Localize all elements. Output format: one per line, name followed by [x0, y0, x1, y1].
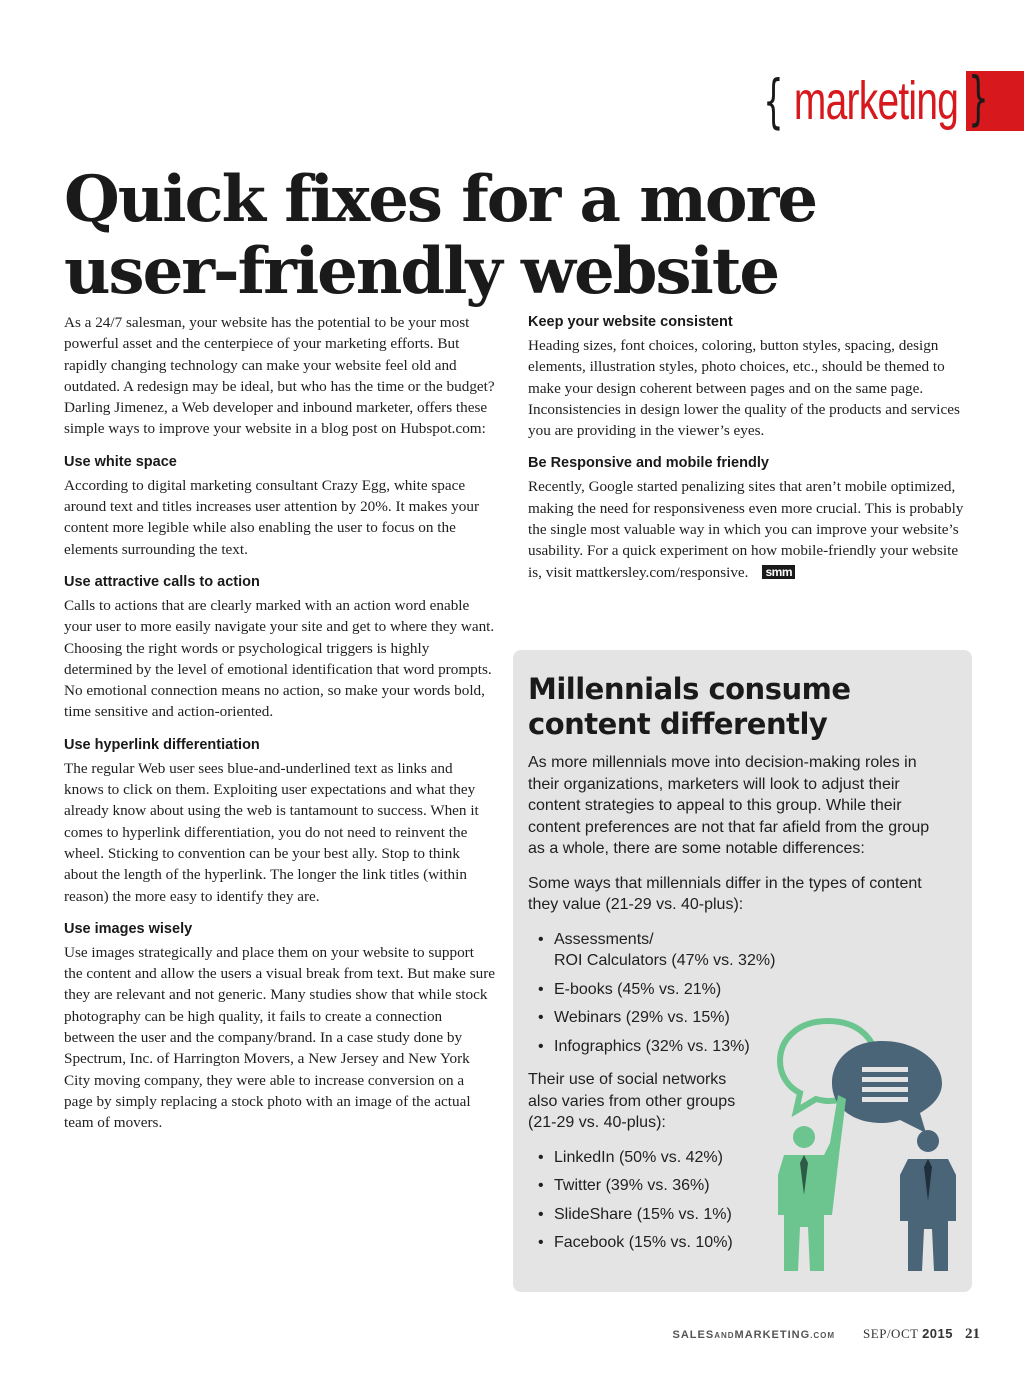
section-tag [755, 64, 1024, 135]
section-red-bar [966, 64, 1024, 132]
publication-site: SALESANDMARKETING.COM [672, 1329, 836, 1341]
list-item: • Twitter (39% vs. 36%) [538, 1175, 948, 1197]
left-brace-icon: { [763, 67, 784, 135]
section-body: Heading sizes, font choices, coloring, button styles, spacing, design elements, illustration styles, photo choices, etc., should be themed to make your design coherent between pages and on the same page. Inconsistencies in design lower the quality of the products and services you are providing in the viewer’s eyes. [528, 337, 960, 440]
headline: Quick fixes for a more user-friendly website [64, 162, 817, 309]
section-label: marketing [793, 71, 959, 131]
section-body: Recently, Google started penalizing sites that aren’t mobile optimized, making the need for responsiveness even more crucial. This is probably the single most valuable way in which you can improve your website’s usability. For a quick experiment on how mobile-friendly your website is, visit mattkersley.com/responsive. [528, 478, 964, 581]
social-intro: Their use of social networks also varies from other groups (21-29 vs. 40-plus): [528, 1071, 736, 1131]
list-item: • Webinars (29% vs. 15%) [538, 1007, 948, 1029]
section-body: The regular Web user sees blue-and-underlined text as links and knows to click on them. Exploiting user expectations and what they already know about using the web is tantamount to success. When it comes to hyperlink differentiation, you do not need to reinvent the wheel. Sticking to convention can be your best ally. Stop to think about the length of the hyperlink. The longer the link titles (within reason) the more easy to identify they are. [64, 759, 479, 905]
section-heading: Use images wisely [64, 920, 193, 937]
page-footer [673, 1326, 980, 1343]
list-item: • E-books (45% vs. 21%) [538, 979, 948, 1001]
content-intro: Some ways that millennials differ in the types of content they value (21-29 vs. 40-plus): [528, 874, 922, 913]
issue-date: SEP/OCT 2015 [863, 1326, 953, 1341]
section-body: According to digital marketing consultant Crazy Egg, white space around text and titles increases user attention by 20%. It makes your content more legible while also enabling the user to focus on the elements surrounding the text. [64, 476, 480, 558]
smm-end-mark-logo: smm [762, 565, 795, 579]
section-heading: Keep your website consistent [528, 314, 733, 330]
list-item: • Infographics (32% vs. 13%) [538, 1036, 948, 1058]
section-body-last [528, 476, 964, 582]
list-item: • LinkedIn (50% vs. 42%) [538, 1147, 948, 1169]
right-column [528, 312, 964, 595]
section-heading: Use white space [64, 453, 177, 470]
intro-paragraph: As a 24/7 salesman, your website has the potential to be your most powerful asset and the centerpiece of your marketing efforts. But rapidly changing technology can make your website feel old and outdated. A redesign may be ideal, but who has the time or the budget? Darling Jimenez, a Web developer and inbound marketer, offers these simple ways to improve your website in a blog post on Hubspot.com: [64, 314, 495, 438]
list-item: • Facebook (15% vs. 10%) [538, 1232, 948, 1254]
section-heading: Be Responsive and mobile friendly [528, 455, 769, 472]
list-item: • SlideShare (15% vs. 1%) [538, 1204, 948, 1226]
section-body: Calls to actions that are clearly marked with an action word enable your user to more easily navigate your site and get to where they want. Choosing the right words or psychological triggers is highly determined by the level of emotional identification that word prompts. No emotional connection means no action, so make your words bold, time sensitive and action-oriented. [64, 596, 495, 721]
page-number: 21 [965, 1326, 980, 1342]
section-heading: Use hyperlink differentiation [64, 736, 260, 753]
right-brace-icon: } [968, 64, 989, 132]
list-item: • Assessments/ ROI Calculators (47% vs. 32%) [538, 929, 948, 972]
section-body: Use images strategically and place them on your website to support the content and allow the users a visual break from text. But make sure they are relevant and not generic. Many studies show that while stock photography can be high quality, it fails to create a connection between the user and the company/brand. In a case study done by Spectrum, Inc. of Harrington Movers, a New Jersey and New York City moving company, they were able to increase conversion on a page by simply replacing a stock photo with an image of the actual team of movers. [64, 943, 496, 1132]
two-people-speech-bubbles-icon [770, 1015, 960, 1275]
left-column [64, 312, 496, 1146]
sidebar-title: Millennials consume content differently [528, 672, 851, 741]
section-heading: Use attractive calls to action [64, 573, 260, 590]
sidebar-intro: As more millennials move into decision-making roles in their organizations, marketers will look to adjust their content strategies to appeal to this group. While their content preferences are not that far afield from the group as a whole, there are some notable differences: [528, 754, 930, 857]
